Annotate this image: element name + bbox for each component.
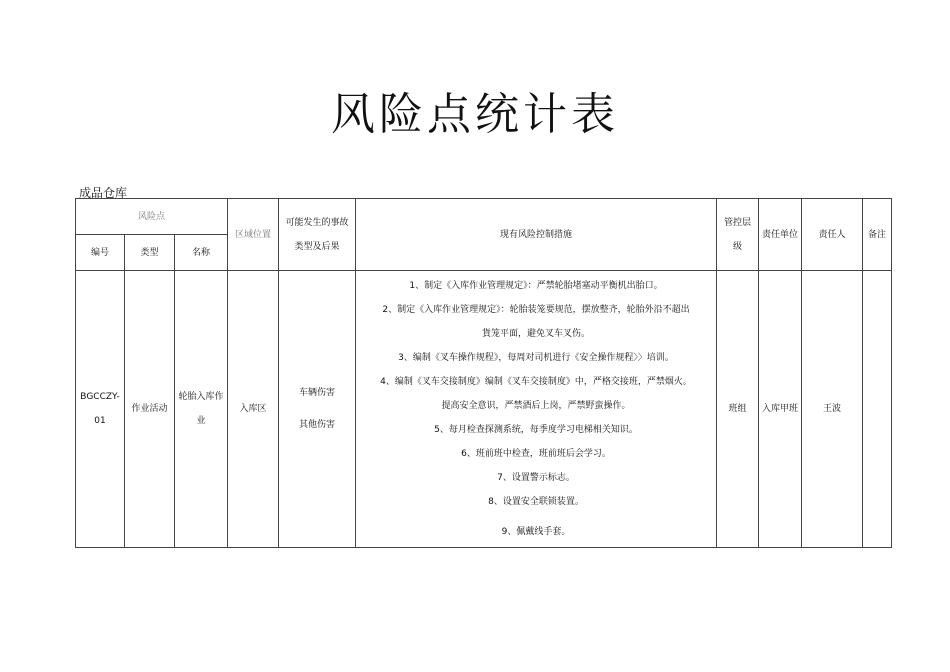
header-id: 编号 [76, 235, 125, 271]
cell-id: BGCCZY-01 [76, 271, 125, 548]
risk-table [75, 198, 892, 548]
measure-item: 3、编制《叉车操作规程》，每周对司机进行《安全操作规程〉〉培训。 [398, 353, 674, 363]
header-measures: 现有风险控制措施 [356, 199, 717, 271]
measure-item: 2、制定《入库作业管理规定》：轮胎装笼要规范，摆放整齐，轮胎外沿不超出 [382, 305, 690, 315]
measure-item: 1、制定《入库作业管理规定》：严禁轮胎堵塞动平衡机出胎口。 [409, 281, 663, 291]
header-unit: 责任单位 [759, 199, 802, 271]
header-remark: 备注 [863, 199, 892, 271]
header-area: 区域位置 [228, 199, 279, 271]
measure-item: 貨笼平面，避免叉车叉伤。 [482, 329, 591, 339]
measure-item: 提高安全意识，严禁酒后上岗，严禁野蛮操作。 [441, 401, 631, 411]
measure-item: 5、每月检查探测系统，每季度学习电梯相关知识。 [434, 425, 638, 435]
measure-item: 6、班前班中检查，班前班后会学习。 [461, 449, 611, 459]
cell-area: 入库区 [228, 271, 279, 548]
table-row [76, 271, 892, 548]
cell-unit: 入库甲班 [759, 271, 802, 548]
header-risk-point: 风险点 [76, 199, 228, 235]
section-label: 成品仓库 [79, 186, 128, 200]
cell-accident [279, 271, 356, 548]
cell-remark [863, 271, 892, 548]
measure-item: 9、佩戴线手套。 [501, 527, 571, 537]
page-title: 风险点统计表 [331, 89, 619, 140]
measure-item: 4、编制《叉车交接制度》编制《叉车交接制度》中，严格交接班，严禁烟火。 [380, 377, 692, 387]
measure-item: 8、设置安全联锁装置。 [488, 497, 584, 507]
header-accident: 可能发生的事故类型及后果 [279, 199, 356, 271]
accident-item-2: 其他伤害 [299, 420, 336, 430]
header-row-1 [76, 199, 892, 235]
header-control-level: 管控层级 [717, 199, 759, 271]
cell-name: 轮胎入库作业 [175, 271, 228, 548]
cell-type: 作业活动 [125, 271, 175, 548]
accident-item-1: 车辆伤害 [299, 388, 336, 398]
measure-item: 7、设置警示标志。 [497, 473, 575, 483]
cell-control-level: 班组 [717, 271, 759, 548]
header-person: 责任人 [802, 199, 863, 271]
cell-person: 王波 [802, 271, 863, 548]
cell-measures [356, 271, 717, 548]
header-name: 名称 [175, 235, 228, 271]
header-type: 类型 [125, 235, 175, 271]
